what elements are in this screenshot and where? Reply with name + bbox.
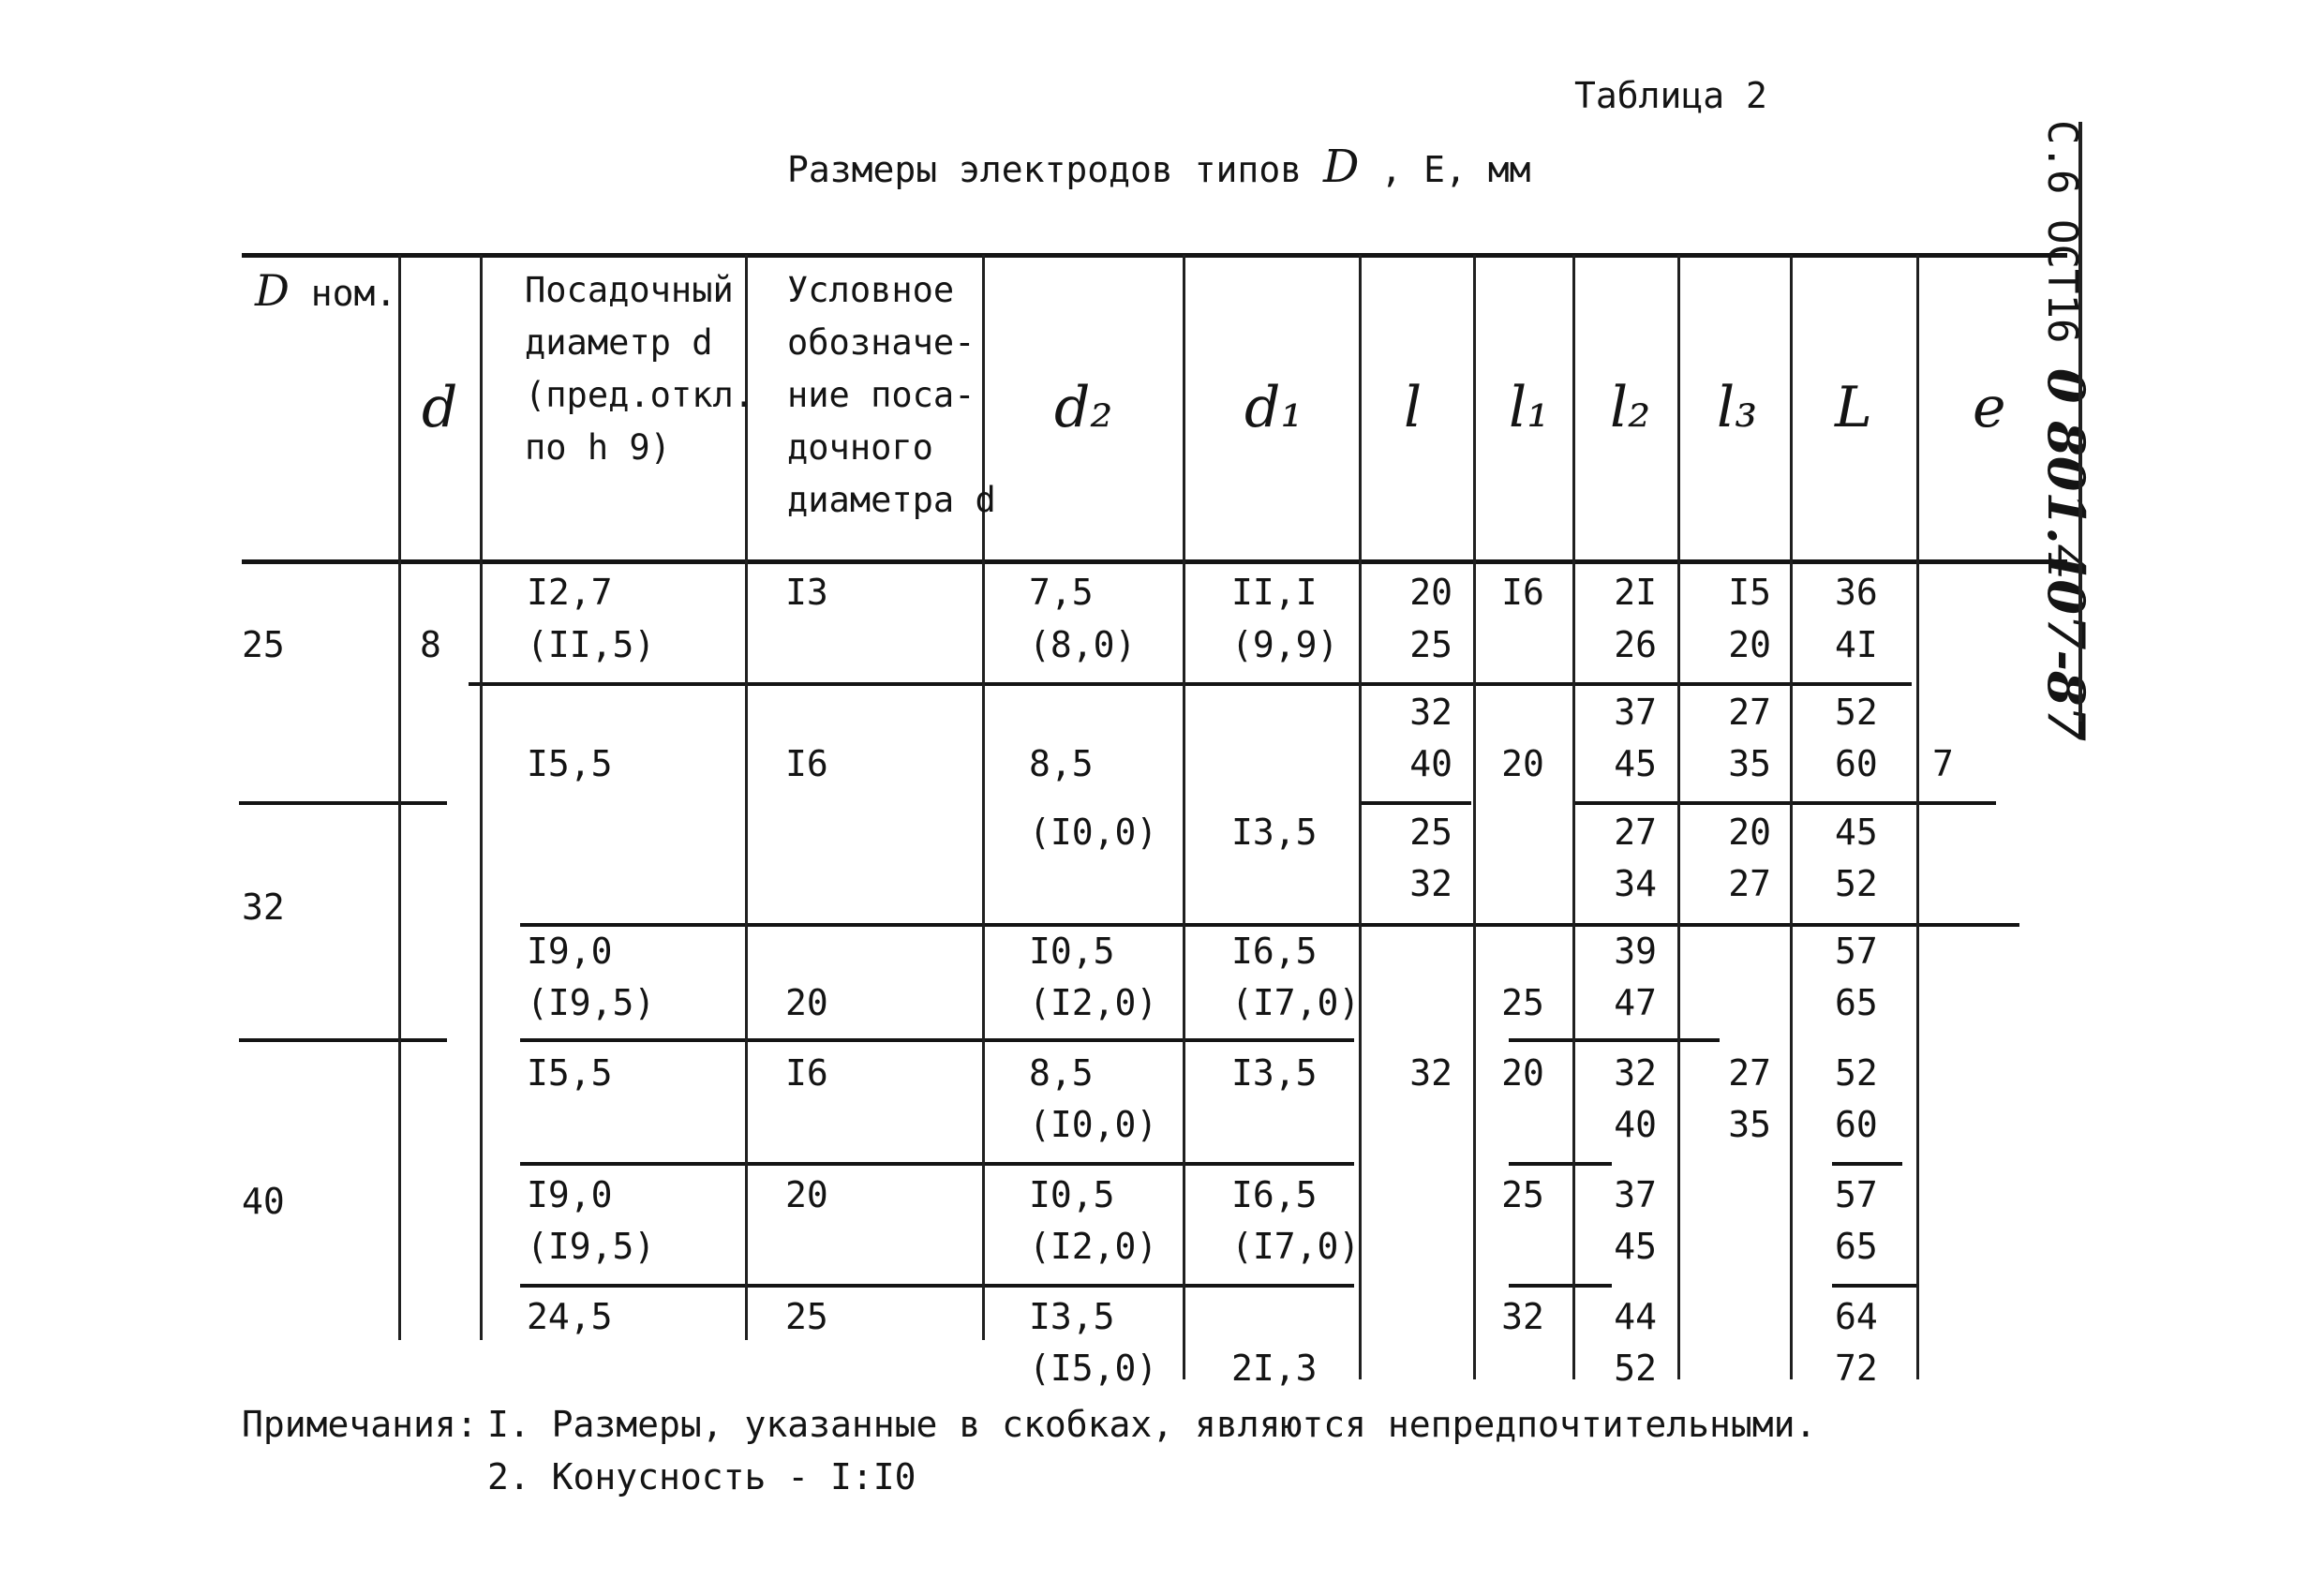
- cell-L: 72: [1835, 1348, 1878, 1389]
- cell-l3: 35: [1728, 1104, 1771, 1145]
- cell-d2: I0,5: [1029, 931, 1115, 972]
- header-l: l: [1404, 375, 1423, 440]
- cell-L: 64: [1835, 1296, 1878, 1337]
- cell-designation: 20: [785, 1174, 828, 1215]
- cell-l2: 39: [1614, 931, 1657, 972]
- cell-l: 25: [1409, 624, 1452, 665]
- header-bottom-rule: [242, 559, 2067, 564]
- cell-d-nom: 25: [242, 624, 285, 665]
- col-divider: [1916, 255, 1919, 1379]
- cell-l: 25: [1409, 812, 1452, 853]
- cell-d1: I3,5: [1231, 1052, 1318, 1094]
- header-l3: l₃: [1717, 375, 1758, 440]
- cell-seat-diameter: I5,5: [527, 1052, 613, 1094]
- row-rule: [1509, 1038, 1720, 1042]
- cell-l2: 52: [1614, 1348, 1657, 1389]
- cell-l1: I6: [1501, 572, 1544, 613]
- stamp-ost: ОСТ16: [2038, 218, 2086, 344]
- cell-l3: 27: [1728, 863, 1771, 904]
- row-rule: [1359, 801, 1471, 805]
- cell-l2: 45: [1614, 743, 1657, 784]
- cell-seat-diameter: (II,5): [527, 624, 656, 665]
- cell-l1: 20: [1501, 743, 1544, 784]
- cell-d1: I3,5: [1231, 812, 1318, 853]
- cell-seat-diameter: I2,7: [527, 572, 613, 613]
- cell-l2: 27: [1614, 812, 1657, 853]
- cell-designation: 25: [785, 1296, 828, 1337]
- cell-l2: 40: [1614, 1104, 1657, 1145]
- header-e: e: [1973, 375, 2006, 440]
- cell-l3: 27: [1728, 1052, 1771, 1094]
- cell-d-nom: 40: [242, 1181, 285, 1222]
- header-d-nom-symbol: D: [255, 265, 290, 316]
- cell-L: 52: [1835, 863, 1878, 904]
- cell-l2: 2I: [1614, 572, 1657, 613]
- cell-l: 32: [1409, 692, 1452, 733]
- col-divider: [1572, 255, 1575, 1379]
- caption-type-d: D: [1322, 141, 1360, 193]
- header-seat-diameter: Посадочный диаметр d (пред.откл. по h 9): [525, 270, 755, 468]
- row-rule: [1509, 1162, 1612, 1166]
- cell-L: 65: [1835, 982, 1878, 1023]
- cell-L: 57: [1835, 931, 1878, 972]
- cell-l3: 20: [1728, 624, 1771, 665]
- cell-d2: 8,5: [1029, 743, 1094, 784]
- table-caption: [787, 141, 1531, 193]
- row-rule: [520, 1284, 1354, 1288]
- col-divider: [480, 255, 483, 1340]
- row-rule: [520, 1038, 1354, 1042]
- col-divider: [1473, 255, 1476, 1379]
- cell-l1: 25: [1501, 982, 1544, 1023]
- col-divider: [1183, 255, 1185, 1379]
- cell-designation: 20: [785, 982, 828, 1023]
- caption-prefix: Размеры электродов типов: [787, 149, 1303, 190]
- row-rule: [469, 682, 1912, 686]
- cell-d2: (I2,0): [1029, 1226, 1158, 1267]
- cell-d2: (I5,0): [1029, 1348, 1158, 1389]
- note-1: I. Размеры, указанные в скобках, являются непредпочтительными.: [487, 1404, 1817, 1445]
- cell-d1: I6,5: [1231, 1174, 1318, 1215]
- table-top-rule: [242, 253, 2067, 258]
- cell-L: 60: [1835, 1104, 1878, 1145]
- cell-l: 32: [1409, 1052, 1452, 1094]
- cell-L: 45: [1835, 812, 1878, 853]
- cell-seat-diameter: I9,0: [527, 1174, 613, 1215]
- row-rule: [520, 1162, 1354, 1166]
- caption-suffix: , Е, мм: [1380, 149, 1531, 190]
- cell-l: 20: [1409, 572, 1452, 613]
- cell-d2: (I0,0): [1029, 1104, 1158, 1145]
- cell-l3: I5: [1728, 572, 1771, 613]
- cell-d: 8: [420, 624, 441, 665]
- cell-d1: 2I,3: [1231, 1348, 1318, 1389]
- stamp-number: 0 801.407-87: [2036, 367, 2096, 742]
- document-stamp: [2034, 120, 2099, 757]
- cell-L: 60: [1835, 743, 1878, 784]
- cell-seat-diameter: (I9,5): [527, 982, 656, 1023]
- row-rule: [1574, 801, 1996, 805]
- cell-l3: 20: [1728, 812, 1771, 853]
- cell-L: 65: [1835, 1226, 1878, 1267]
- col-divider: [1790, 255, 1793, 1379]
- cell-l1: 25: [1501, 1174, 1544, 1215]
- cell-e: 7: [1932, 743, 1954, 784]
- cell-l: 40: [1409, 743, 1452, 784]
- group-rule-32: [239, 801, 447, 805]
- cell-L: 52: [1835, 1052, 1878, 1094]
- cell-d1: (9,9): [1231, 624, 1339, 665]
- cell-l2: 45: [1614, 1226, 1657, 1267]
- cell-l2: 26: [1614, 624, 1657, 665]
- cell-designation: I6: [785, 743, 828, 784]
- cell-L: 36: [1835, 572, 1878, 613]
- cell-d-nom: 32: [242, 886, 285, 928]
- cell-d2: (I0,0): [1029, 812, 1158, 853]
- cell-L: 52: [1835, 692, 1878, 733]
- cell-d2: I0,5: [1029, 1174, 1115, 1215]
- cell-d2: 8,5: [1029, 1052, 1094, 1094]
- col-divider: [398, 255, 401, 1340]
- cell-d2: (I2,0): [1029, 982, 1158, 1023]
- cell-designation: I3: [785, 572, 828, 613]
- cell-l2: 37: [1614, 1174, 1657, 1215]
- table-number: Таблица 2: [1574, 75, 1767, 116]
- col-divider: [1359, 255, 1362, 1379]
- cell-l3: 35: [1728, 743, 1771, 784]
- cell-d2: I3,5: [1029, 1296, 1115, 1337]
- cell-designation: I6: [785, 1052, 828, 1094]
- cell-d1: (I7,0): [1231, 982, 1361, 1023]
- row-rule: [1832, 1284, 1916, 1288]
- stamp-rule: [2078, 122, 2082, 722]
- header-d: d: [422, 375, 458, 440]
- row-rule: [1509, 1284, 1612, 1288]
- row-rule: [1832, 1162, 1902, 1166]
- cell-l: 32: [1409, 863, 1452, 904]
- header-l1: l₁: [1509, 375, 1550, 440]
- stamp-page: С.6: [2038, 120, 2086, 195]
- header-d2: d₂: [1054, 375, 1113, 440]
- cell-d1: II,I: [1231, 572, 1318, 613]
- notes-title: Примечания:: [242, 1404, 478, 1445]
- cell-l1: 32: [1501, 1296, 1544, 1337]
- header-designation: Условное обозначе- ние поса- дочного диаметра d: [787, 270, 996, 520]
- note-2: 2. Конусность - I:I0: [487, 1456, 916, 1497]
- cell-seat-diameter: I5,5: [527, 743, 613, 784]
- header-L: L: [1835, 375, 1872, 440]
- header-d-nom-text: ном.: [310, 273, 397, 314]
- cell-l2: 44: [1614, 1296, 1657, 1337]
- cell-l2: 32: [1614, 1052, 1657, 1094]
- header-d1: d₁: [1244, 375, 1304, 440]
- cell-l2: 34: [1614, 863, 1657, 904]
- cell-l1: 20: [1501, 1052, 1544, 1094]
- cell-d1: (I7,0): [1231, 1226, 1361, 1267]
- cell-l2: 37: [1614, 692, 1657, 733]
- header-l2: l₂: [1610, 375, 1651, 440]
- cell-seat-diameter: 24,5: [527, 1296, 613, 1337]
- group-rule-40: [239, 1038, 447, 1042]
- cell-L: 4I: [1835, 624, 1878, 665]
- header-d-nom: [255, 264, 396, 320]
- col-divider: [1677, 255, 1680, 1379]
- cell-d2: 7,5: [1029, 572, 1094, 613]
- cell-d1: I6,5: [1231, 931, 1318, 972]
- cell-L: 57: [1835, 1174, 1878, 1215]
- cell-d2: (8,0): [1029, 624, 1137, 665]
- cell-seat-diameter: I9,0: [527, 931, 613, 972]
- cell-l3: 27: [1728, 692, 1771, 733]
- cell-seat-diameter: (I9,5): [527, 1226, 656, 1267]
- cell-l2: 47: [1614, 982, 1657, 1023]
